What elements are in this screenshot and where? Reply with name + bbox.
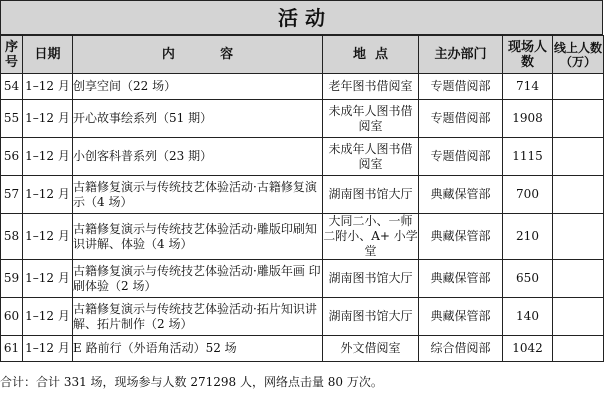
cell-content: 小创客科普系列（23 期） <box>73 138 323 176</box>
cell-seq: 60 <box>1 298 23 336</box>
cell-place: 湖南图书馆大厅 <box>323 176 419 214</box>
cell-content: 古籍修复演示与传统技艺体验活动·雕版年画 印刷体验（2 场） <box>73 260 323 298</box>
cell-seq: 59 <box>1 260 23 298</box>
cell-onsite: 1042 <box>503 336 553 362</box>
header-seq: 序号 <box>1 36 23 74</box>
header-place: 地 点 <box>323 36 419 74</box>
header-dept: 主办部门 <box>419 36 503 74</box>
cell-online <box>553 176 604 214</box>
table-row <box>1 74 604 100</box>
cell-online <box>553 260 604 298</box>
cell-date: 1–12 月 <box>23 100 73 138</box>
cell-dept: 专题借阅部 <box>419 74 503 100</box>
cell-content: 创享空间（22 场） <box>73 74 323 100</box>
cell-onsite: 210 <box>503 214 553 260</box>
cell-place: 外文借阅室 <box>323 336 419 362</box>
cell-online <box>553 100 604 138</box>
header-onsite: 现场人数 <box>503 36 553 74</box>
cell-online <box>553 138 604 176</box>
cell-seq: 57 <box>1 176 23 214</box>
cell-content: 开心故事绘系列（51 期） <box>73 100 323 138</box>
cell-onsite: 700 <box>503 176 553 214</box>
cell-dept: 典藏保管部 <box>419 176 503 214</box>
cell-dept: 典藏保管部 <box>419 214 503 260</box>
cell-dept: 典藏保管部 <box>419 298 503 336</box>
cell-dept: 专题借阅部 <box>419 100 503 138</box>
table-row <box>1 336 604 362</box>
cell-date: 1–12 月 <box>23 336 73 362</box>
cell-date: 1–12 月 <box>23 260 73 298</box>
cell-date: 1–12 月 <box>23 74 73 100</box>
cell-content: 古籍修复演示与传统技艺体验活动·雕版印刷知识讲解、体验（4 场） <box>73 214 323 260</box>
cell-seq: 55 <box>1 100 23 138</box>
cell-dept: 专题借阅部 <box>419 138 503 176</box>
header-online: 线上人数（万） <box>553 36 604 74</box>
cell-place: 未成年人图书借阅室 <box>323 138 419 176</box>
cell-content: E 路前行（外语角活动）52 场 <box>73 336 323 362</box>
cell-online <box>553 214 604 260</box>
activity-table <box>0 35 604 362</box>
cell-onsite: 1115 <box>503 138 553 176</box>
cell-online <box>553 298 604 336</box>
cell-onsite: 714 <box>503 74 553 100</box>
cell-date: 1–12 月 <box>23 176 73 214</box>
cell-date: 1–12 月 <box>23 298 73 336</box>
cell-seq: 61 <box>1 336 23 362</box>
cell-place: 老年图书借阅室 <box>323 74 419 100</box>
table-row <box>1 298 604 336</box>
table-row <box>1 176 604 214</box>
cell-place: 湖南图书馆大厅 <box>323 260 419 298</box>
cell-place: 大同二小、一师二附小、A+ 小学堂 <box>323 214 418 258</box>
header-date: 日期 <box>23 36 73 74</box>
table-row <box>1 260 604 298</box>
cell-online <box>553 336 604 362</box>
table-row <box>1 100 604 138</box>
cell-content: 古籍修复演示与传统技艺体验活动·古籍修复演示（4 场） <box>73 176 323 214</box>
header-content: 内 容 <box>73 36 323 74</box>
cell-onsite: 140 <box>503 298 553 336</box>
cell-place: 未成年人图书借阅室 <box>323 100 419 138</box>
cell-content: 古籍修复演示与传统技艺体验活动·拓片知识讲解、拓片制作（2 场） <box>73 298 323 336</box>
cell-place: 湖南图书馆大厅 <box>323 298 419 336</box>
table-row <box>1 138 604 176</box>
cell-dept: 典藏保管部 <box>419 260 503 298</box>
cell-seq: 58 <box>1 214 23 260</box>
cell-date: 1–12 月 <box>23 214 73 260</box>
section-title: 活 动 <box>0 0 603 35</box>
cell-onsite: 650 <box>503 260 553 298</box>
cell-seq: 54 <box>1 74 23 100</box>
table-footer-summary: 合计：合计 331 场，现场参与人数 271298 人，网络点击量 80 万次。 <box>0 375 383 389</box>
cell-date: 1–12 月 <box>23 138 73 176</box>
cell-seq: 56 <box>1 138 23 176</box>
cell-dept: 综合借阅部 <box>419 336 503 362</box>
cell-online <box>553 74 604 100</box>
table-header-row <box>1 36 604 74</box>
table-row <box>1 214 604 260</box>
cell-onsite: 1908 <box>503 100 553 138</box>
